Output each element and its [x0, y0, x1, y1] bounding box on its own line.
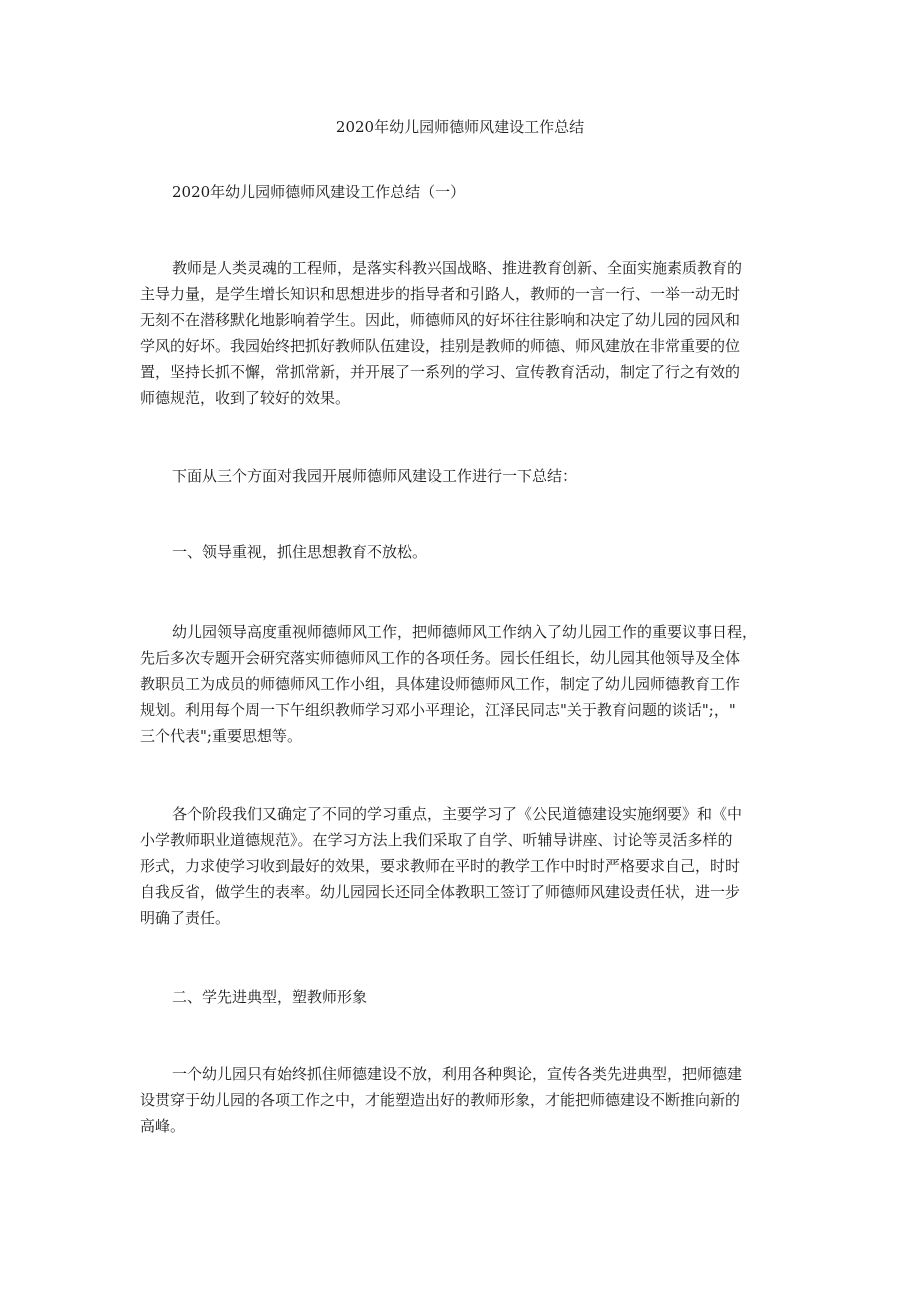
paragraph-line: 先后多次专题开会研究落实师德师风工作的各项任务。园长任组长，幼儿园其他领导及全体: [140, 649, 741, 667]
paragraph-line: 自我反省，做学生的表率。幼儿园园长还同全体教职工签订了师德师风建设责任状，进一步: [140, 883, 741, 901]
paragraph-line: 教师是人类灵魂的工程师，是落实科教兴国战略、推进教育创新、全面实施素质教育的: [172, 259, 743, 277]
document-subtitle: 2020年幼儿园师德师风建设工作总结（一）: [172, 183, 466, 201]
section-heading-1: 一、领导重视，抓住思想教育不放松。: [172, 543, 428, 561]
paragraph-line: 小学教师职业道德规范》。在学习方法上我们采取了自学、听辅导讲座、讨论等灵活多样的: [140, 831, 733, 849]
intro-paragraph: [140, 255, 782, 411]
paragraph-line: 设贯穿于幼儿园的各项工作之中，才能塑造出好的教师形象，才能把师德建设不断推向新的: [140, 1091, 741, 1109]
paragraph-line: 三个代表";重要思想等。: [140, 727, 302, 745]
section1-paragraph-2: [140, 801, 782, 931]
paragraph-line: 教职员工为成员的师德师风工作小组，具体建设师德师风工作，制定了幼儿园师德教育工作: [140, 675, 741, 693]
paragraph-line: 高峰。: [140, 1117, 186, 1135]
paragraph-line: 主导力量，是学生增长知识和思想进步的指导者和引路人，教师的一言一行、一举一动无时: [140, 285, 741, 303]
overview-text: 下面从三个方面对我园开展师德师风建设工作进行一下总结：: [172, 467, 578, 485]
paragraph-line: 学风的好坏。我园始终把抓好教师队伍建设，挂别是教师的师德、师风建放在非常重要的位: [140, 337, 741, 355]
document-title: 2020年幼儿园师德师风建设工作总结: [335, 118, 585, 136]
paragraph-line: 幼儿园领导高度重视师德师风工作，把师德师风工作纳入了幼儿园工作的重要议事日程，: [172, 623, 758, 641]
paragraph-line: 明确了责任。: [140, 909, 231, 927]
paragraph-line: 各个阶段我们又确定了不同的学习重点，主要学习了《公民道德建设实施纲要》和《中: [172, 805, 743, 823]
section-heading-2: 二、学先进典型，塑教师形象: [172, 988, 368, 1006]
section1-paragraph-1: [140, 619, 782, 749]
paragraph-line: 师德规范，收到了较好的效果。: [140, 389, 351, 407]
paragraph-line: 形式，力求使学习收到最好的效果，要求教师在平时的教学工作中时时严格要求自己，时时: [140, 857, 741, 875]
paragraph-line: 置，坚持长抓不懈，常抓常新，并开展了一系列的学习、宣传教育活动，制定了行之有效的: [140, 363, 741, 381]
paragraph-line: 规划。利用每个周一下午组织教师学习邓小平理论，江泽民同志"关于教育问题的谈话";，": [140, 701, 736, 719]
paragraph-line: 无刻不在潜移默化地影响着学生。因此，师德师风的好坏往往影响和决定了幼儿园的园风和: [140, 311, 741, 329]
section2-paragraph-1: [140, 1061, 782, 1139]
paragraph-line: 一个幼儿园只有始终抓住师德建设不放，利用各种舆论，宣传各类先进典型，把师德建: [172, 1065, 743, 1083]
